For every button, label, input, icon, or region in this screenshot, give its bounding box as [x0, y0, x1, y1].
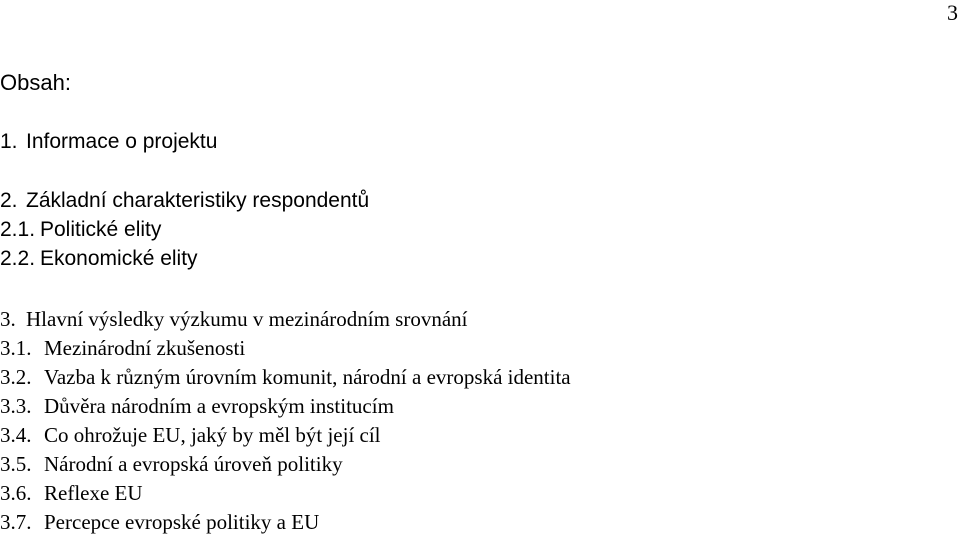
toc-entry-2-2 [0, 246, 198, 272]
toc-entry-number: 3.6. [0, 481, 32, 505]
toc-entry-3-5 [0, 451, 343, 477]
toc-entry-title: Reflexe EU [44, 481, 143, 505]
toc-entry-number: 3.3. [0, 394, 32, 418]
toc-entry-number: 3.4. [0, 423, 32, 447]
toc-entry-3-3 [0, 393, 394, 419]
toc-entry-number: 2.2. [0, 247, 36, 270]
toc-entry-3-7 [0, 509, 319, 535]
toc-entry-title: Informace o projektu [26, 130, 218, 153]
toc-entry-3-2 [0, 364, 571, 390]
page-number: 3 [947, 0, 958, 25]
toc-entry-2-1 [0, 217, 161, 243]
toc-entry-3-1 [0, 335, 245, 361]
toc-entry-number: 3.5. [0, 452, 32, 476]
toc-entry-title: Mezinárodní zkušenosti [44, 336, 246, 360]
toc-entry-title: Vazba k různým úrovním komunit, národní a evropská identita [44, 365, 571, 389]
toc-entry-number: 3.1. [0, 336, 32, 360]
toc-heading: Obsah: [0, 70, 71, 95]
toc-entry-2 [0, 188, 369, 214]
toc-entry-title: Co ohrožuje EU, jaký by měl být její cíl [44, 423, 381, 447]
toc-entry-number: 2. [0, 189, 18, 212]
toc-entry-1 [0, 129, 217, 155]
toc-entry-number: 3.2. [0, 365, 32, 389]
toc-entry-title: Základní charakteristiky respondentů [26, 189, 370, 212]
toc-entry-title: Národní a evropská úroveň politiky [44, 452, 343, 476]
toc-entry-title: Hlavní výsledky výzkumu v mezinárodním srovnání [26, 307, 468, 331]
toc-entry-number: 2.1. [0, 218, 36, 241]
toc-entry-3 [0, 306, 468, 332]
toc-entry-3-4 [0, 422, 381, 448]
toc-entry-3-6 [0, 480, 143, 506]
toc-entry-title: Percepce evropské politiky a EU [44, 510, 320, 534]
toc-entry-number: 3.7. [0, 510, 32, 534]
toc-entry-title: Ekonomické elity [40, 247, 198, 270]
toc-entry-number: 1. [0, 130, 18, 153]
toc-entry-number: 3. [0, 307, 16, 331]
toc-entry-title: Důvěra národním a evropským institucím [44, 394, 394, 418]
toc-entry-title: Politické elity [40, 218, 162, 241]
